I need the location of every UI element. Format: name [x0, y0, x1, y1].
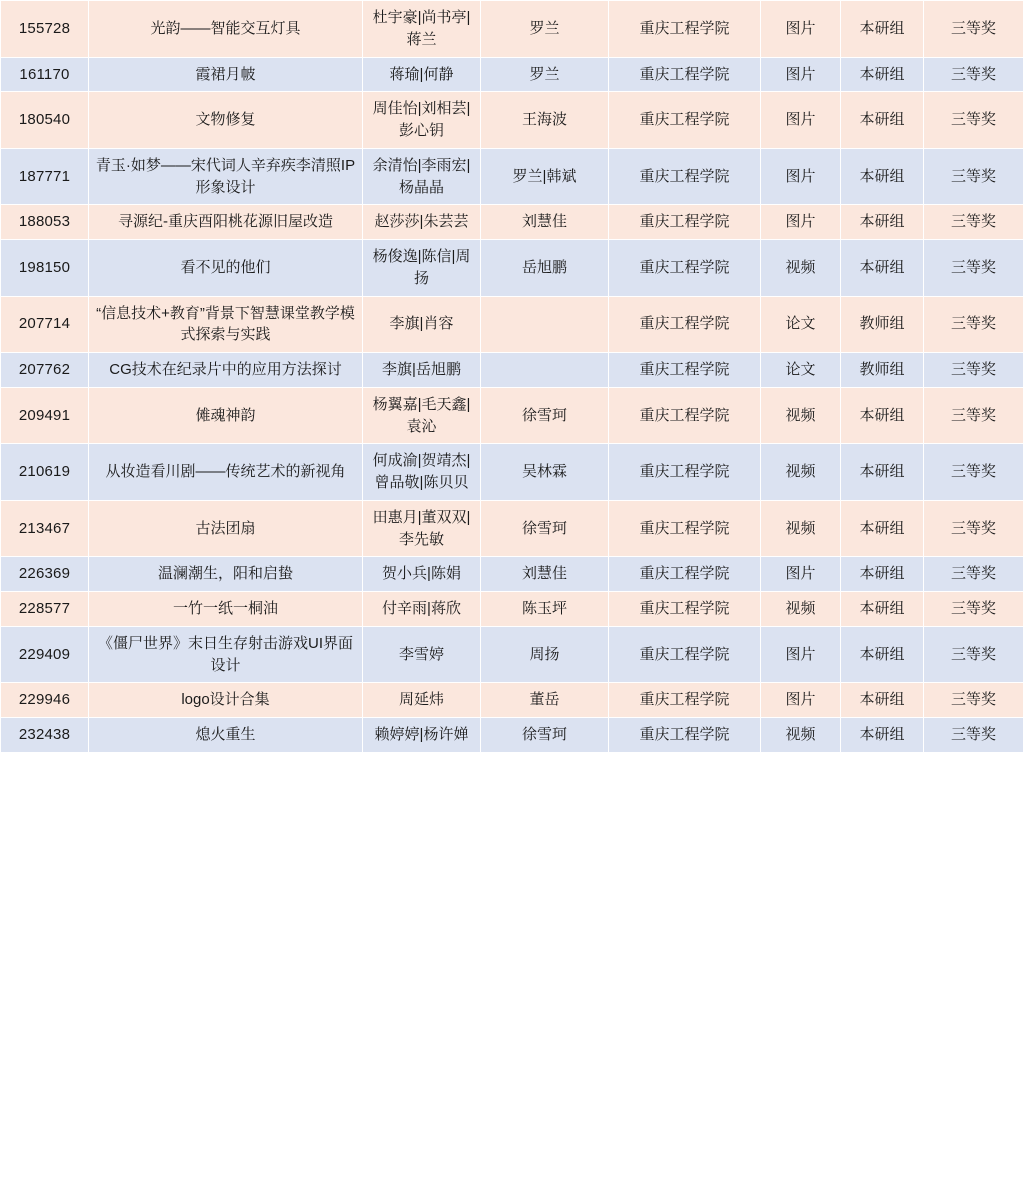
table-row [1, 148, 1023, 205]
entry-title: 《僵尸世界》末日生存射击游戏UI界面设计 [89, 626, 363, 683]
table-row [1, 296, 1023, 353]
entry-advisor: 刘慧佳 [481, 205, 609, 240]
entry-school: 重庆工程学院 [609, 92, 761, 149]
entry-id: 210619 [1, 444, 89, 501]
entry-id: 226369 [1, 557, 89, 592]
table-row [1, 500, 1023, 557]
table-row [1, 683, 1023, 718]
entry-authors: 余清怡|李雨宏|杨晶晶 [363, 148, 481, 205]
entry-title: 寻源纪-重庆酉阳桃花源旧屋改造 [89, 205, 363, 240]
entry-title: 光韵——智能交互灯具 [89, 1, 363, 58]
entry-category: 视频 [761, 240, 841, 297]
entry-award: 三等奖 [924, 592, 1023, 627]
entry-school: 重庆工程学院 [609, 626, 761, 683]
entry-id: 180540 [1, 92, 89, 149]
entry-group: 教师组 [841, 353, 924, 388]
entry-category: 视频 [761, 718, 841, 753]
entry-id: 198150 [1, 240, 89, 297]
entry-group: 本研组 [841, 205, 924, 240]
table-row [1, 444, 1023, 501]
entry-authors: 李雪婷 [363, 626, 481, 683]
entry-category: 图片 [761, 626, 841, 683]
entry-authors: 付辛雨|蒋欣 [363, 592, 481, 627]
entry-award: 三等奖 [924, 557, 1023, 592]
entry-advisor: 陈玉坪 [481, 592, 609, 627]
entry-school: 重庆工程学院 [609, 1, 761, 58]
entry-award: 三等奖 [924, 240, 1023, 297]
entry-category: 视频 [761, 592, 841, 627]
entry-category: 视频 [761, 500, 841, 557]
entry-award: 三等奖 [924, 444, 1023, 501]
entry-group: 本研组 [841, 444, 924, 501]
entry-title: 温澜潮生，阳和启蛰 [89, 557, 363, 592]
entry-award: 三等奖 [924, 500, 1023, 557]
entry-id: 229946 [1, 683, 89, 718]
entry-authors: 赵莎莎|朱芸芸 [363, 205, 481, 240]
entry-authors: 赖婷婷|杨许婵 [363, 718, 481, 753]
entry-category: 论文 [761, 296, 841, 353]
entry-category: 图片 [761, 57, 841, 92]
entry-id: 207714 [1, 296, 89, 353]
entry-award: 三等奖 [924, 387, 1023, 444]
entry-group: 本研组 [841, 500, 924, 557]
entry-category: 视频 [761, 444, 841, 501]
table-row [1, 592, 1023, 627]
table-row [1, 1, 1023, 58]
entry-title: 文物修复 [89, 92, 363, 149]
entry-advisor: 罗兰 [481, 1, 609, 58]
entry-advisor [481, 353, 609, 388]
entry-advisor [481, 296, 609, 353]
entry-id: 228577 [1, 592, 89, 627]
entry-award: 三等奖 [924, 205, 1023, 240]
entry-school: 重庆工程学院 [609, 683, 761, 718]
table-row [1, 557, 1023, 592]
entry-school: 重庆工程学院 [609, 592, 761, 627]
entry-advisor: 岳旭鹏 [481, 240, 609, 297]
entry-category: 图片 [761, 557, 841, 592]
table-row [1, 92, 1023, 149]
entry-school: 重庆工程学院 [609, 148, 761, 205]
entry-group: 本研组 [841, 92, 924, 149]
entry-authors: 周延炜 [363, 683, 481, 718]
entry-school: 重庆工程学院 [609, 296, 761, 353]
entry-authors: 杜宇豪|尚书亭|蒋兰 [363, 1, 481, 58]
entry-group: 本研组 [841, 387, 924, 444]
entry-title: 青玉·如梦——宋代词人辛弃疾李清照IP形象设计 [89, 148, 363, 205]
table-row [1, 387, 1023, 444]
entry-group: 本研组 [841, 718, 924, 753]
entry-school: 重庆工程学院 [609, 557, 761, 592]
entry-category: 图片 [761, 205, 841, 240]
entry-advisor: 徐雪珂 [481, 387, 609, 444]
entry-advisor: 罗兰 [481, 57, 609, 92]
entry-title: CG技术在纪录片中的应用方法探讨 [89, 353, 363, 388]
entry-authors: 蒋瑜|何静 [363, 57, 481, 92]
entry-award: 三等奖 [924, 296, 1023, 353]
entry-award: 三等奖 [924, 626, 1023, 683]
entry-authors: 杨俊逸|陈信|周扬 [363, 240, 481, 297]
entry-title: 傩魂神韵 [89, 387, 363, 444]
entry-group: 本研组 [841, 557, 924, 592]
entry-authors: 李旗|岳旭鹏 [363, 353, 481, 388]
entry-authors: 李旗|肖容 [363, 296, 481, 353]
entry-id: 188053 [1, 205, 89, 240]
entry-group: 本研组 [841, 240, 924, 297]
entry-award: 三等奖 [924, 353, 1023, 388]
entry-award: 三等奖 [924, 683, 1023, 718]
entry-group: 本研组 [841, 1, 924, 58]
entry-advisor: 吴林霖 [481, 444, 609, 501]
entry-title: 一竹一纸一桐油 [89, 592, 363, 627]
entry-advisor: 罗兰|韩斌 [481, 148, 609, 205]
entry-school: 重庆工程学院 [609, 387, 761, 444]
entry-id: 187771 [1, 148, 89, 205]
entry-id: 161170 [1, 57, 89, 92]
entry-title: 从妆造看川剧——传统艺术的新视角 [89, 444, 363, 501]
entry-award: 三等奖 [924, 57, 1023, 92]
entry-group: 本研组 [841, 683, 924, 718]
table-body [1, 1, 1023, 753]
entry-category: 图片 [761, 92, 841, 149]
entry-authors: 何成渝|贺靖杰|曾品敬|陈贝贝 [363, 444, 481, 501]
entry-authors: 杨翼嘉|毛天鑫|袁沁 [363, 387, 481, 444]
entry-authors: 周佳怡|刘相芸|彭心钥 [363, 92, 481, 149]
entry-advisor: 刘慧佳 [481, 557, 609, 592]
entry-group: 本研组 [841, 57, 924, 92]
entry-id: 213467 [1, 500, 89, 557]
entry-id: 229409 [1, 626, 89, 683]
table-row [1, 353, 1023, 388]
entry-authors: 田惠月|董双双|李先敏 [363, 500, 481, 557]
entry-id: 207762 [1, 353, 89, 388]
entry-id: 232438 [1, 718, 89, 753]
entry-title: 霞裙月帔 [89, 57, 363, 92]
table-row [1, 240, 1023, 297]
entry-advisor: 董岳 [481, 683, 609, 718]
entry-group: 本研组 [841, 592, 924, 627]
entry-category: 图片 [761, 148, 841, 205]
entry-school: 重庆工程学院 [609, 205, 761, 240]
table-row [1, 718, 1023, 753]
entry-title: 古法团扇 [89, 500, 363, 557]
table-row [1, 205, 1023, 240]
entry-group: 本研组 [841, 148, 924, 205]
entry-category: 论文 [761, 353, 841, 388]
entry-id: 209491 [1, 387, 89, 444]
table-row [1, 57, 1023, 92]
table-row [1, 626, 1023, 683]
entry-title: 熄火重生 [89, 718, 363, 753]
entry-id: 155728 [1, 1, 89, 58]
entry-award: 三等奖 [924, 148, 1023, 205]
entry-advisor: 徐雪珂 [481, 718, 609, 753]
entry-school: 重庆工程学院 [609, 500, 761, 557]
entry-school: 重庆工程学院 [609, 444, 761, 501]
entry-category: 图片 [761, 683, 841, 718]
entry-authors: 贺小兵|陈娟 [363, 557, 481, 592]
entry-title: “信息技术+教育”背景下智慧课堂教学模式探索与实践 [89, 296, 363, 353]
entry-advisor: 周扬 [481, 626, 609, 683]
entry-school: 重庆工程学院 [609, 57, 761, 92]
entry-school: 重庆工程学院 [609, 353, 761, 388]
entry-school: 重庆工程学院 [609, 240, 761, 297]
entry-advisor: 王海波 [481, 92, 609, 149]
entry-title: 看不见的他们 [89, 240, 363, 297]
entry-category: 图片 [761, 1, 841, 58]
entry-award: 三等奖 [924, 92, 1023, 149]
entry-group: 教师组 [841, 296, 924, 353]
entry-award: 三等奖 [924, 1, 1023, 58]
entry-advisor: 徐雪珂 [481, 500, 609, 557]
entry-school: 重庆工程学院 [609, 718, 761, 753]
entry-title: logo设计合集 [89, 683, 363, 718]
entry-award: 三等奖 [924, 718, 1023, 753]
entry-group: 本研组 [841, 626, 924, 683]
entry-category: 视频 [761, 387, 841, 444]
